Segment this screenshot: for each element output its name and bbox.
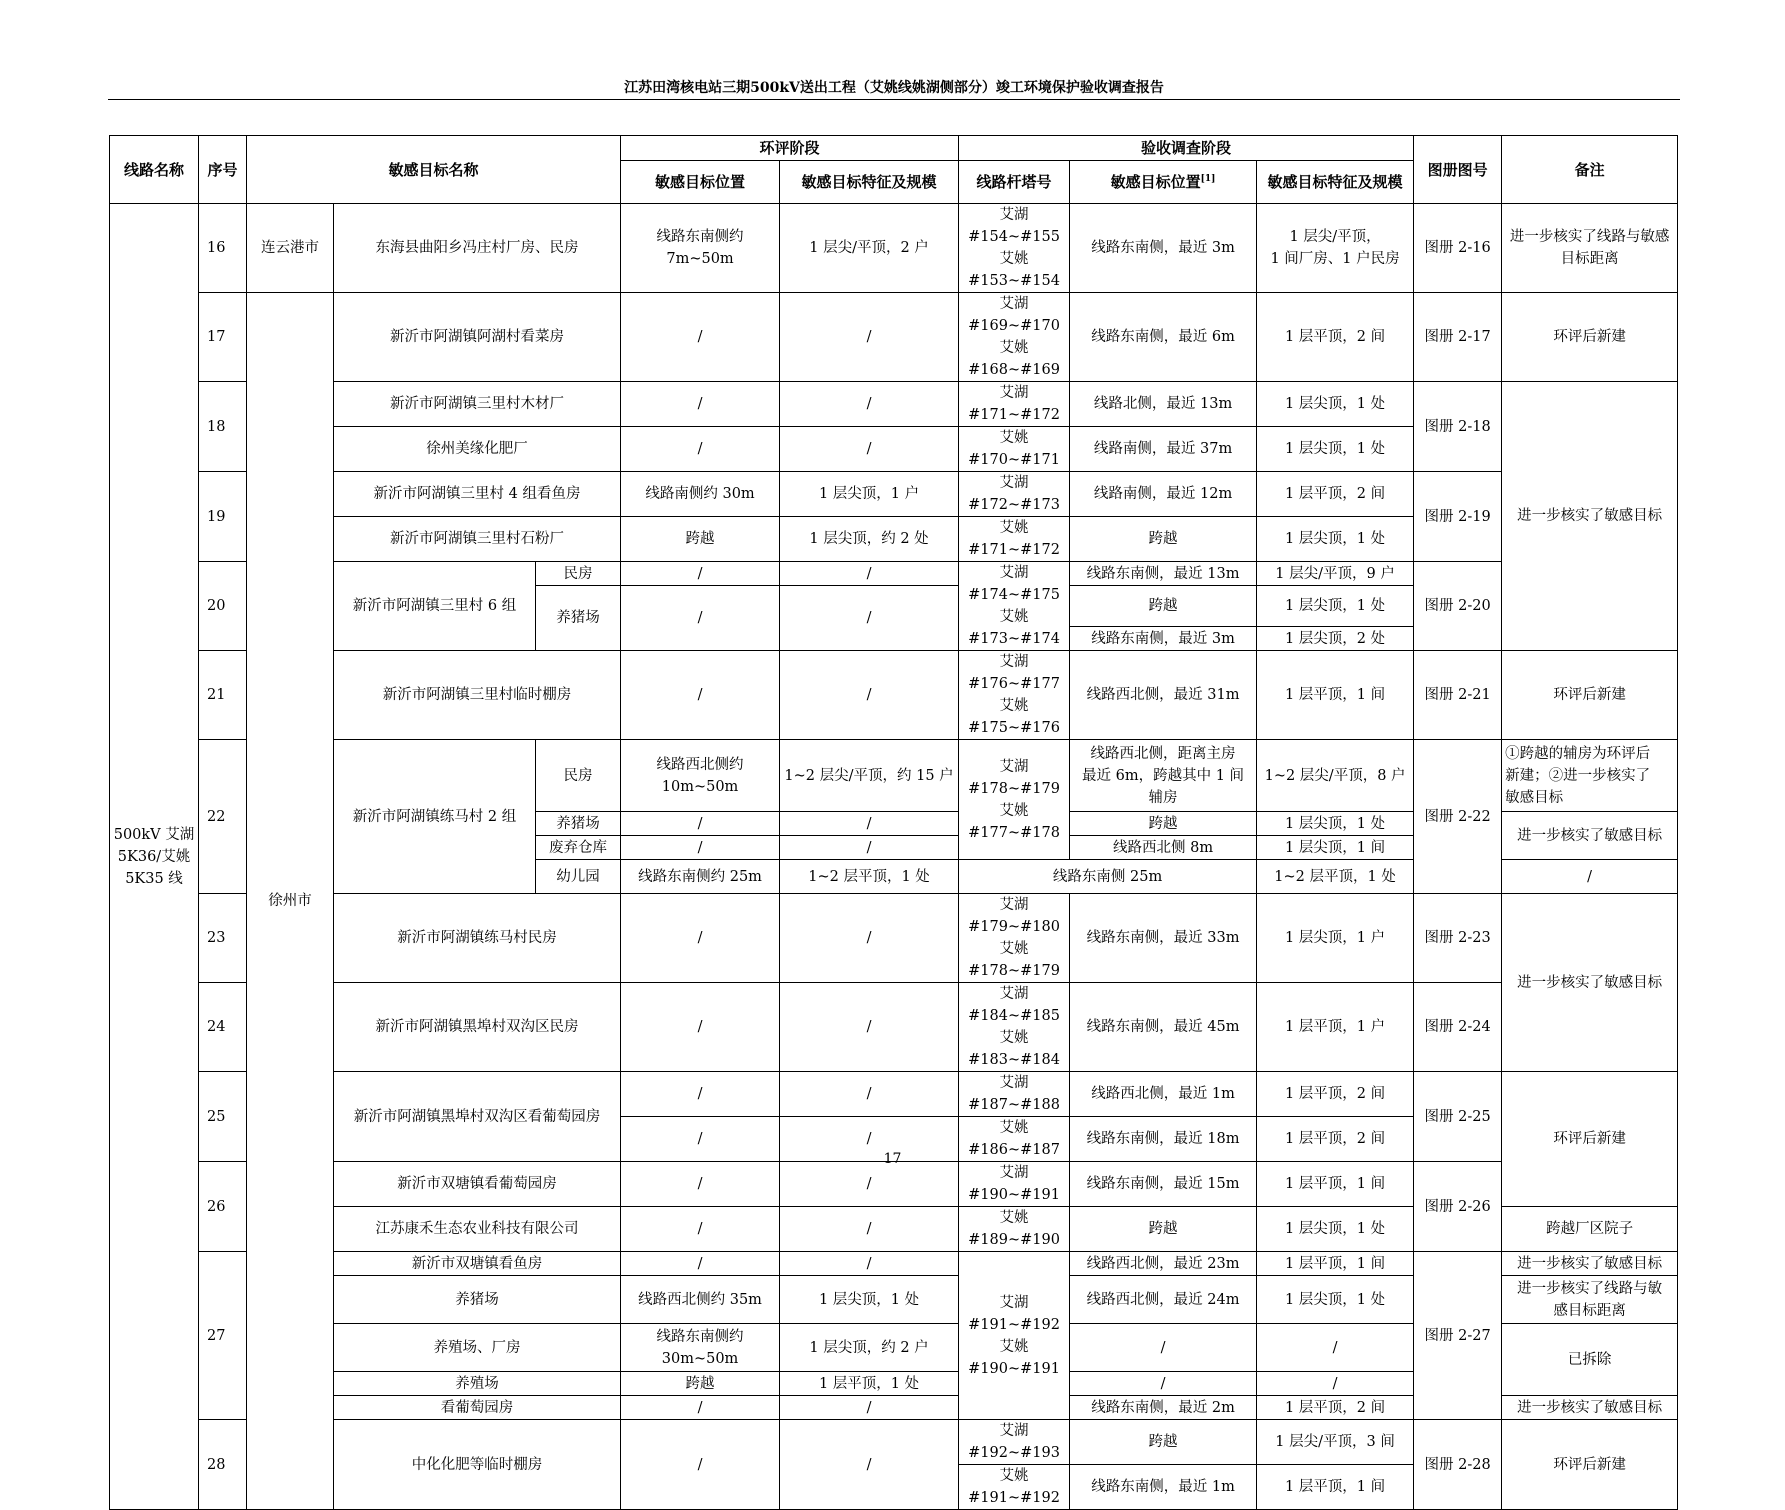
target-name-cell: 东海县曲阳乡冯庄村厂房、民房 <box>334 204 621 293</box>
figure-cell: 图册 2-18 <box>1414 382 1502 472</box>
acc-position-cell: 线路东南侧，最近 6m <box>1070 293 1257 382</box>
acc-feature-cell: 1~2 层平顶，1 处 <box>1257 860 1414 894</box>
acc-feature-cell: 1 层平顶，2 间 <box>1257 1117 1414 1162</box>
acc-feature-cell: 1 层尖/平顶，3 间 <box>1257 1420 1414 1465</box>
eia-feature-cell: / <box>780 836 959 860</box>
acc-position-cell: 线路南侧，最近 12m <box>1070 472 1257 517</box>
figure-cell: 图册 2-17 <box>1414 293 1502 382</box>
remark-cell: 进一步核实了敏感目标 <box>1502 894 1678 1072</box>
table-row <box>110 740 1678 812</box>
remark-cell: 环评后新建 <box>1502 651 1678 740</box>
tower-cell: 艾湖#191~#192 艾姚#190~#191 <box>959 1252 1070 1420</box>
table-row <box>110 1252 1678 1276</box>
target-sub-cell: 废弃仓库 <box>536 836 621 860</box>
acc-position-cell: 线路北侧，最近 13m <box>1070 382 1257 427</box>
seq-cell: 27 <box>199 1252 247 1420</box>
city-cell: 连云港市 <box>247 204 334 293</box>
tower-cell: 艾湖#187~#188 <box>959 1072 1070 1117</box>
seq-cell: 22 <box>199 740 247 894</box>
tower-cell: 艾湖#154~#155 艾姚#153~#154 <box>959 204 1070 293</box>
seq-cell: 25 <box>199 1072 247 1162</box>
tower-cell: 艾姚#191~#192 <box>959 1465 1070 1510</box>
acc-position-cell: 线路东南侧，最近 3m <box>1070 627 1257 651</box>
acc-position-cell: 线路东南侧，最近 2m <box>1070 1396 1257 1420</box>
target-sub-cell: 养猪场 <box>536 586 621 651</box>
col-acc-feature: 敏感目标特征及规模 <box>1257 161 1414 204</box>
table-row <box>110 1072 1678 1117</box>
tower-cell: 艾姚#170~#171 <box>959 427 1070 472</box>
remark-cell: / <box>1502 860 1678 894</box>
acc-feature-cell: 1 层尖/平顶， 1 间厂房、1 户民房 <box>1257 204 1414 293</box>
seq-cell: 20 <box>199 562 247 651</box>
target-name-cell: 中化化肥等临时棚房 <box>334 1420 621 1510</box>
acc-position-cell: 跨越 <box>1070 812 1257 836</box>
table-row <box>110 983 1678 1072</box>
acc-position-cell: 线路东南侧，最近 1m <box>1070 1465 1257 1510</box>
remark-cell: 进一步核实了敏感目标 <box>1502 382 1678 651</box>
figure-cell: 图册 2-26 <box>1414 1162 1502 1252</box>
eia-feature-cell: / <box>780 1252 959 1276</box>
eia-position-cell: / <box>621 562 780 586</box>
eia-position-cell: / <box>621 812 780 836</box>
city-cell: 徐州市 <box>247 293 334 1510</box>
acc-feature-cell: 1 层平顶，1 间 <box>1257 1162 1414 1207</box>
eia-position-cell: / <box>621 894 780 983</box>
acc-feature-cell: 1 层尖顶，1 户 <box>1257 894 1414 983</box>
table-row <box>110 562 1678 586</box>
seq-cell: 21 <box>199 651 247 740</box>
table-row <box>110 204 1678 293</box>
eia-feature-cell: / <box>780 562 959 586</box>
eia-feature-cell: / <box>780 427 959 472</box>
acc-feature-cell: 1 层尖顶，1 处 <box>1257 586 1414 627</box>
eia-feature-cell: / <box>780 651 959 740</box>
col-acceptance-stage: 验收调查阶段 <box>959 136 1414 161</box>
acc-feature-cell: 1 层尖顶，1 处 <box>1257 382 1414 427</box>
eia-position-cell: / <box>621 1162 780 1207</box>
eia-position-cell: / <box>621 1420 780 1510</box>
col-eia-feature: 敏感目标特征及规模 <box>780 161 959 204</box>
table-row <box>110 1162 1678 1207</box>
eia-position-cell: 线路西北侧约 10m~50m <box>621 740 780 812</box>
figure-cell: 图册 2-25 <box>1414 1072 1502 1162</box>
acc-position-cell: / <box>1070 1324 1257 1372</box>
col-line-name: 线路名称 <box>110 136 199 204</box>
figure-cell: 图册 2-28 <box>1414 1420 1502 1510</box>
figure-cell: 图册 2-19 <box>1414 472 1502 562</box>
target-name-cell: 新沂市阿湖镇练马村民房 <box>334 894 621 983</box>
acc-position-cell: 线路东南侧，最近 33m <box>1070 894 1257 983</box>
eia-feature-cell: 1 层尖/平顶，2 户 <box>780 204 959 293</box>
target-sub-cell: 养猪场 <box>536 812 621 836</box>
acc-feature-cell: 1 层尖顶，1 处 <box>1257 427 1414 472</box>
eia-feature-cell: / <box>780 1117 959 1162</box>
eia-position-cell: / <box>621 293 780 382</box>
seq-cell: 24 <box>199 983 247 1072</box>
target-name-cell: 新沂市阿湖镇黑埠村双沟区看葡萄园房 <box>334 1072 621 1162</box>
remark-cell: ①跨越的辅房为环评后 新建；②进一步核实了 敏感目标 <box>1502 740 1678 812</box>
eia-feature-cell: / <box>780 983 959 1072</box>
acc-position-cell: 跨越 <box>1070 1420 1257 1465</box>
seq-cell: 28 <box>199 1420 247 1510</box>
target-name-cell: 徐州美缘化肥厂 <box>334 427 621 472</box>
remark-cell: 环评后新建 <box>1502 293 1678 382</box>
tower-cell: 艾湖#174~#175 艾姚#173~#174 <box>959 562 1070 651</box>
target-name-cell: 新沂市阿湖镇三里村石粉厂 <box>334 517 621 562</box>
eia-feature-cell: 1~2 层尖/平顶，约 15 户 <box>780 740 959 812</box>
eia-feature-cell: 1 层平顶，1 处 <box>780 1372 959 1396</box>
sensitive-target-table <box>109 135 1678 1510</box>
target-name-cell: 新沂市双塘镇看葡萄园房 <box>334 1162 621 1207</box>
eia-position-cell: / <box>621 983 780 1072</box>
eia-position-cell: 线路西北侧约 35m <box>621 1276 780 1324</box>
remark-cell: 跨越厂区院子 <box>1502 1207 1678 1252</box>
eia-position-cell: 跨越 <box>621 1372 780 1396</box>
eia-position-cell: / <box>621 1252 780 1276</box>
target-name-cell: 新沂市双塘镇看鱼房 <box>334 1252 621 1276</box>
acc-feature-cell: 1 层尖顶，1 处 <box>1257 1207 1414 1252</box>
acc-position-cell: 线路西北侧，最近 23m <box>1070 1252 1257 1276</box>
target-name-cell: 新沂市阿湖镇阿湖村看菜房 <box>334 293 621 382</box>
tower-cell: 艾湖#192~#193 <box>959 1420 1070 1465</box>
acc-position-cell: 线路南侧，最近 37m <box>1070 427 1257 472</box>
acc-position-cell: 线路东南侧，最近 15m <box>1070 1162 1257 1207</box>
figure-cell: 图册 2-23 <box>1414 894 1502 983</box>
acc-feature-cell: 1 层平顶，2 间 <box>1257 1396 1414 1420</box>
remark-cell: 进一步核实了敏感目标 <box>1502 1396 1678 1420</box>
col-target-name: 敏感目标名称 <box>247 136 621 204</box>
acc-position-cell: 跨越 <box>1070 1207 1257 1252</box>
acc-feature-cell: / <box>1257 1324 1414 1372</box>
eia-position-cell: / <box>621 1117 780 1162</box>
line-name-cell: 500kV 艾湖5K36/艾姚5K35 线 <box>110 204 199 1510</box>
col-eia-stage: 环评阶段 <box>621 136 959 161</box>
target-name-cell: 新沂市阿湖镇练马村 2 组 <box>334 740 536 894</box>
table-row <box>110 293 1678 382</box>
tower-cell: 艾湖#178~#179 艾姚#177~#178 <box>959 740 1070 860</box>
acc-feature-cell: 1 层平顶，1 间 <box>1257 1252 1414 1276</box>
seq-cell: 26 <box>199 1162 247 1252</box>
target-name-cell: 看葡萄园房 <box>334 1396 621 1420</box>
acc-feature-cell: 1 层尖顶，1 处 <box>1257 1276 1414 1324</box>
figure-cell: 图册 2-21 <box>1414 651 1502 740</box>
eia-position-cell: / <box>621 427 780 472</box>
eia-feature-cell: / <box>780 1162 959 1207</box>
col-figure: 图册图号 <box>1414 136 1502 204</box>
seq-cell: 23 <box>199 894 247 983</box>
remark-cell: 进一步核实了敏感目标 <box>1502 812 1678 860</box>
remark-cell: 已拆除 <box>1502 1324 1678 1396</box>
eia-position-cell: 线路东南侧约 25m <box>621 860 780 894</box>
table-row <box>110 894 1678 983</box>
page-header: 江苏田湾核电站三期500kV送出工程（艾姚线姚湖侧部分）竣工环境保护验收调查报告 <box>624 80 1164 96</box>
eia-feature-cell: / <box>780 1207 959 1252</box>
target-name-cell: 养殖场、厂房 <box>334 1324 621 1372</box>
tower-cell: 艾湖#176~#177 艾姚#175~#176 <box>959 651 1070 740</box>
acc-position-cell: 线路西北侧，最近 1m <box>1070 1072 1257 1117</box>
acc-feature-cell: 1 层尖/平顶，9 户 <box>1257 562 1414 586</box>
tower-cell: 艾姚#189~#190 <box>959 1207 1070 1252</box>
eia-feature-cell: 1~2 层平顶，1 处 <box>780 860 959 894</box>
acc-feature-cell: 1 层尖顶，1 处 <box>1257 517 1414 562</box>
remark-cell: 环评后新建 <box>1502 1072 1678 1207</box>
tower-cell: 艾湖#190~#191 <box>959 1162 1070 1207</box>
tower-cell: 艾湖#171~#172 <box>959 382 1070 427</box>
eia-position-cell: / <box>621 382 780 427</box>
eia-position-cell: / <box>621 1072 780 1117</box>
figure-cell: 图册 2-16 <box>1414 204 1502 293</box>
target-name-cell: 新沂市阿湖镇三里村 4 组看鱼房 <box>334 472 621 517</box>
acc-position-cell: 线路东南侧 25m <box>959 860 1257 894</box>
eia-feature-cell: / <box>780 293 959 382</box>
acc-feature-cell: 1~2 层尖/平顶，8 户 <box>1257 740 1414 812</box>
acc-position-cell: 线路东南侧，最近 3m <box>1070 204 1257 293</box>
eia-position-cell: / <box>621 1396 780 1420</box>
acc-position-cell: / <box>1070 1372 1257 1396</box>
table-row <box>110 651 1678 740</box>
acc-feature-cell: 1 层平顶，1 间 <box>1257 651 1414 740</box>
figure-cell: 图册 2-20 <box>1414 562 1502 651</box>
table-row <box>110 1420 1678 1465</box>
table-row <box>110 382 1678 427</box>
col-acc-position: 敏感目标位置[1] <box>1070 161 1257 204</box>
acc-feature-cell: 1 层平顶，1 户 <box>1257 983 1414 1072</box>
tower-cell: 艾湖#169~#170 艾姚#168~#169 <box>959 293 1070 382</box>
remark-cell: 进一步核实了线路与敏 感目标距离 <box>1502 1276 1678 1324</box>
tower-cell: 艾湖#184~#185 艾姚#183~#184 <box>959 983 1070 1072</box>
acc-position-cell: 跨越 <box>1070 586 1257 627</box>
acc-feature-cell: 1 层平顶，1 间 <box>1257 1465 1414 1510</box>
seq-cell: 16 <box>199 204 247 293</box>
eia-position-cell: / <box>621 836 780 860</box>
figure-cell: 图册 2-22 <box>1414 740 1502 894</box>
col-seq: 序号 <box>199 136 247 204</box>
header-divider <box>108 99 1680 100</box>
acc-feature-cell: 1 层平顶，2 间 <box>1257 293 1414 382</box>
acc-feature-cell: 1 层平顶，2 间 <box>1257 1072 1414 1117</box>
page-number: 17 <box>883 1151 902 1167</box>
acc-position-cell: 跨越 <box>1070 517 1257 562</box>
target-name-cell: 养殖场 <box>334 1372 621 1396</box>
acc-position-cell: 线路西北侧，距离主房 最近 6m，跨越其中 1 间 辅房 <box>1070 740 1257 812</box>
acc-position-cell: 线路东南侧，最近 13m <box>1070 562 1257 586</box>
acc-feature-cell: 1 层尖顶，1 处 <box>1257 812 1414 836</box>
target-name-cell: 江苏康禾生态农业科技有限公司 <box>334 1207 621 1252</box>
col-remark: 备注 <box>1502 136 1678 204</box>
eia-position-cell: / <box>621 1207 780 1252</box>
acc-position-cell: 线路西北侧，最近 31m <box>1070 651 1257 740</box>
eia-position-cell: 跨越 <box>621 517 780 562</box>
eia-feature-cell: 1 层尖顶，1 户 <box>780 472 959 517</box>
target-name-cell: 新沂市阿湖镇三里村 6 组 <box>334 562 536 651</box>
acc-feature-cell: / <box>1257 1372 1414 1396</box>
tower-cell: 艾姚#186~#187 <box>959 1117 1070 1162</box>
eia-feature-cell: / <box>780 894 959 983</box>
target-name-cell: 新沂市阿湖镇三里村木材厂 <box>334 382 621 427</box>
eia-position-cell: 线路东南侧约 30m~50m <box>621 1324 780 1372</box>
acc-position-cell: 线路西北侧，最近 24m <box>1070 1276 1257 1324</box>
col-eia-position: 敏感目标位置 <box>621 161 780 204</box>
eia-feature-cell: 1 层尖顶，约 2 处 <box>780 517 959 562</box>
eia-feature-cell: 1 层尖顶，约 2 户 <box>780 1324 959 1372</box>
tower-cell: 艾姚#171~#172 <box>959 517 1070 562</box>
seq-cell: 19 <box>199 472 247 562</box>
eia-position-cell: / <box>621 651 780 740</box>
header-row-1 <box>110 136 1678 161</box>
target-name-cell: 新沂市阿湖镇黑埠村双沟区民房 <box>334 983 621 1072</box>
remark-cell: 进一步核实了敏感目标 <box>1502 1252 1678 1276</box>
target-name-cell: 新沂市阿湖镇三里村临时棚房 <box>334 651 621 740</box>
tower-cell: 艾湖#172~#173 <box>959 472 1070 517</box>
table-row <box>110 472 1678 517</box>
figure-cell: 图册 2-27 <box>1414 1252 1502 1420</box>
target-sub-cell: 民房 <box>536 562 621 586</box>
eia-feature-cell: 1 层尖顶，1 处 <box>780 1276 959 1324</box>
eia-feature-cell: / <box>780 586 959 651</box>
eia-position-cell: / <box>621 586 780 651</box>
figure-cell: 图册 2-24 <box>1414 983 1502 1072</box>
remark-cell: 进一步核实了线路与敏感目标距离 <box>1502 204 1678 293</box>
tower-cell: 艾湖#179~#180 艾姚#178~#179 <box>959 894 1070 983</box>
acc-position-cell: 线路西北侧 8m <box>1070 836 1257 860</box>
seq-cell: 17 <box>199 293 247 382</box>
acc-feature-cell: 1 层尖顶，2 处 <box>1257 627 1414 651</box>
eia-feature-cell: / <box>780 382 959 427</box>
target-sub-cell: 幼儿园 <box>536 860 621 894</box>
acc-position-cell: 线路东南侧，最近 45m <box>1070 983 1257 1072</box>
acc-feature-cell: 1 层尖顶，1 间 <box>1257 836 1414 860</box>
eia-feature-cell: / <box>780 1420 959 1510</box>
col-tower: 线路杆塔号 <box>959 161 1070 204</box>
eia-position-cell: 线路东南侧约 7m~50m <box>621 204 780 293</box>
seq-cell: 18 <box>199 382 247 472</box>
eia-feature-cell: / <box>780 1396 959 1420</box>
remark-cell: 环评后新建 <box>1502 1420 1678 1510</box>
target-sub-cell: 民房 <box>536 740 621 812</box>
target-name-cell: 养猪场 <box>334 1276 621 1324</box>
eia-feature-cell: / <box>780 1072 959 1117</box>
acc-feature-cell: 1 层平顶，2 间 <box>1257 472 1414 517</box>
eia-feature-cell: / <box>780 812 959 836</box>
acc-position-cell: 线路东南侧，最近 18m <box>1070 1117 1257 1162</box>
eia-position-cell: 线路南侧约 30m <box>621 472 780 517</box>
